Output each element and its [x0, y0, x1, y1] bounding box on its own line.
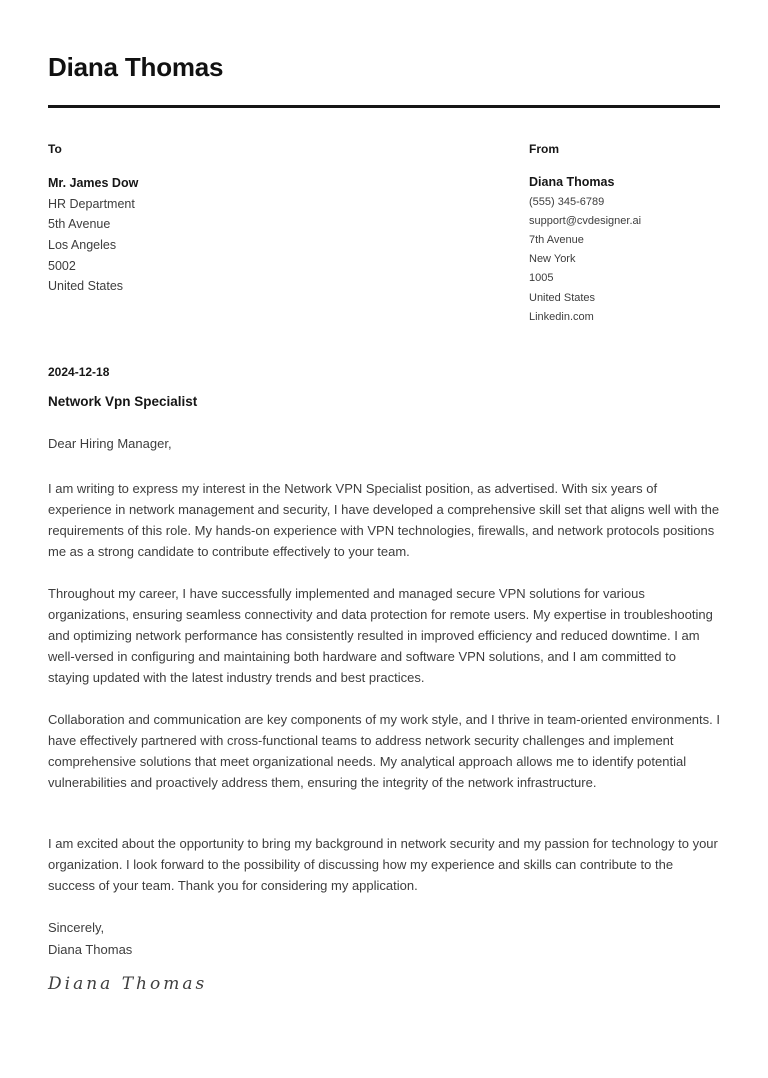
letter-date: 2024-12-18 [48, 364, 110, 379]
address-section [48, 142, 720, 327]
sender-city: New York [529, 253, 576, 266]
body-paragraph-4: I am excited about the opportunity to bring my background in network security and my passion for technology to your organization. I look forward to the possibility of discussing how my experience and skills can contribute to the success of your team. Thank you for considering my application. [48, 835, 718, 893]
sender-zip: 1005 [529, 272, 554, 285]
sender-linkedin: Linkedin.com [529, 310, 594, 323]
sender-phone: (555) 345-6789 [529, 195, 605, 208]
sender-name: Diana Thomas [529, 175, 615, 189]
recipient-country: United States [48, 279, 124, 294]
closing-block [48, 917, 720, 961]
sender-email: support@cvdesigner.ai [529, 214, 642, 227]
to-label: To [48, 142, 62, 156]
body-paragraph-2: Throughout my career, I have successfully implemented and managed secure VPN solutions for various organizations, ensuring seamless connectivity and data protection for remote users. My expertise in troubleshooting and optimizing network performance has consistently resulted in improved efficiency and reduced downtime. I am well-versed in configuring and maintaining both hardware and software VPN solutions, and I am committed to staying updated with the latest industry trends and best practices. [48, 585, 713, 685]
salutation: Dear Hiring Manager, [48, 435, 172, 451]
body-paragraph-3: Collaboration and communication are key components of my work style, and I thrive in team-oriented environments. I have effectively partnered with cross-functional teams to address network security challenges and implement comprehensive solutions that meet organizational needs. My analytical approach allows me to identify potential vulnerabilities and proactively address them, ensuring the integrity of the network infrastructure. [48, 711, 720, 790]
page-title: Diana Thomas [48, 52, 224, 82]
sender-street: 7th Avenue [529, 233, 584, 246]
recipient-street: 5th Avenue [48, 217, 111, 232]
recipient-name: Mr. James Dow [48, 176, 139, 190]
recipient-block [48, 142, 529, 327]
handwritten-signature: Diana Thomas [48, 973, 208, 994]
header-divider [48, 105, 720, 108]
body-paragraph-1: I am writing to express my interest in the Network VPN Specialist position, as advertised. With six years of experience in network management and security, I have developed a comprehensive skill set that aligns well with the requirements of this role. My hands-on experience with VPN technologies, firewalls, and network protocols positions me as a strong candidate to contribute effectively to your team. [48, 480, 720, 559]
recipient-zip: 5002 [48, 258, 76, 273]
recipient-city: Los Angeles [48, 237, 117, 252]
closing-name: Diana Thomas [48, 941, 133, 957]
closing-phrase: Sincerely, [48, 919, 105, 935]
letter-subject: Network Vpn Specialist [48, 393, 198, 409]
sender-block [529, 142, 720, 327]
recipient-department: HR Department [48, 196, 135, 211]
from-label: From [529, 142, 559, 156]
sender-country: United States [529, 291, 596, 304]
